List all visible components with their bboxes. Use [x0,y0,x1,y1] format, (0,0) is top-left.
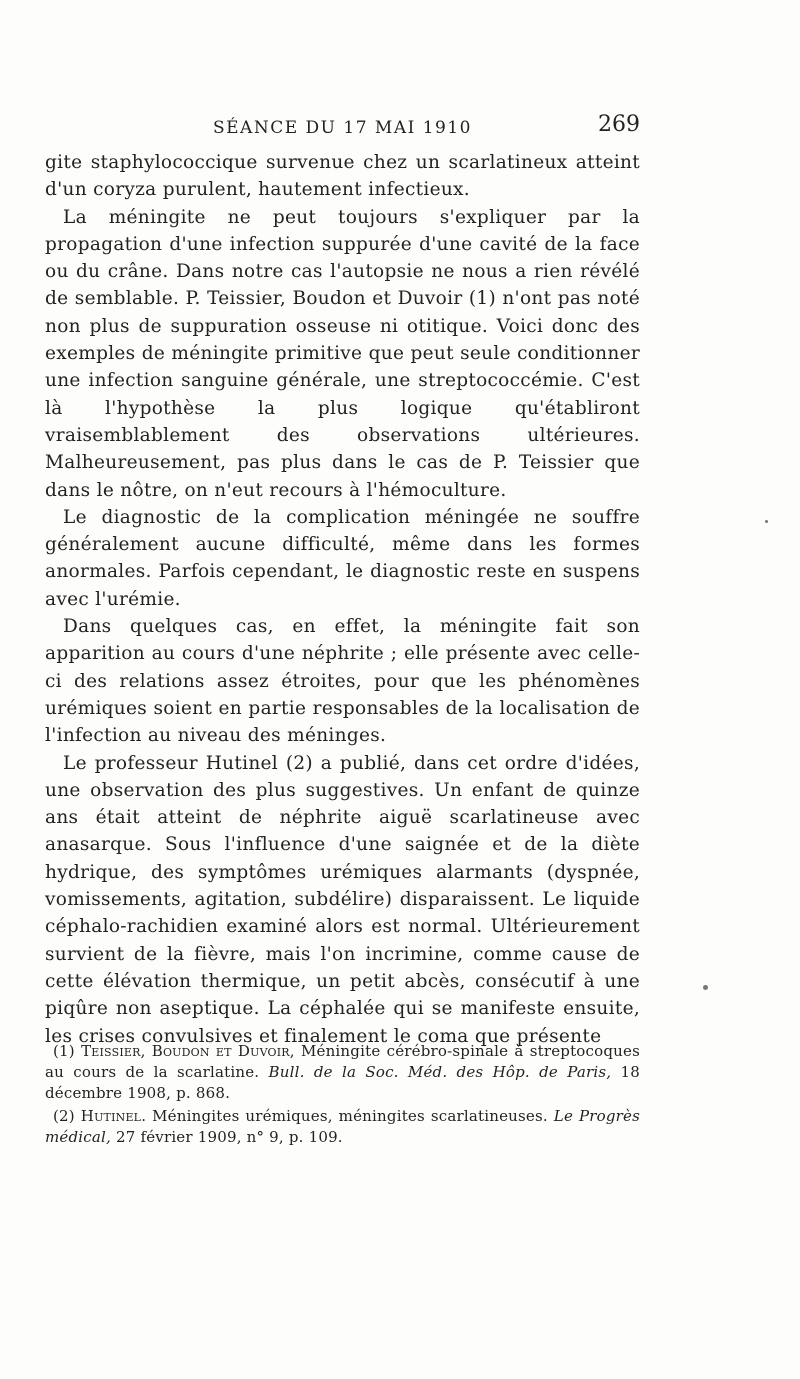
footnotes [45,1041,640,1148]
paragraph-hutinel: Le professeur Hutinel (2) a publié, dans cet ordre d'idées, une observation des plus suggestives. Un enfant de quinze ans était atteint de néphrite aiguë scarlatineuse avec anasarque. Sous l'influence d'une saignée et de la diète hydrique, des symptômes urémiques alarmants (dyspnée, vomissements, agitation, subdélire) disparaissent. Le liquide céphalo-rachidien examiné alors est normal. Ultérieurement survient de la fièvre, mais l'on incrimine, comme cause de cette élévation thermique, un petit abcès, consécutif à une piqûre non aseptique. La céphalée qui se manifeste ensuite, les crises convulsives et finalement le coma que présente [45,752,640,1047]
footnote-authors: Hutinel. [80,1107,147,1125]
paragraph-propagation: La méningite ne peut toujours s'expliquer par la propagation d'une infection suppurée d'une cavité de la face ou du crâne. Dans notre cas l'autopsie ne nous a rien révélé de semblable. P. Teissier, Boudon et Duvoir (1) n'ont pas noté non plus de suppuration osseuse ni otitique. Voici donc des exemples de méningite primitive que peut seule conditionner une infection sanguine générale, une streptococcémie. C'est là l'hypothèse la plus logique qu'établiront vraisemblablement des observations ultérieures. Malheureusement, pas plus dans le cas de P. Teissier que dans le nôtre, on n'eut recours à l'hémoculture. [45,206,640,501]
footnote-marker: (1) [53,1042,75,1060]
paragraph-nephrite: Dans quelques cas, en effet, la méningite fait son apparition au cours d'une néphrite ; elle présente avec celle-ci des relations assez étroites, pour que les phénomènes urémiques soient en partie responsables de la localisation de l'infection au niveau des méninges. [45,616,640,747]
footnote-details: 18 décembre 1908, p. 868. [45,1063,641,1102]
footnote-details: 27 février 1909, n° 9, p. 109. [115,1128,343,1146]
margin-speck [765,520,768,523]
footnote-2 [45,1106,640,1148]
page-number: 269 [598,112,640,137]
paragraph-continuation: gite staphylococcique survenue chez un scarlatineux atteint d'un coryza purulent, hautement infectieux. [45,152,640,201]
footnote-source: Bull. de la Soc. Méd. des Hôp. de Paris, [268,1063,612,1081]
footnote-source: Le Progrès médical, [45,1107,640,1146]
page-header [45,112,640,142]
footnote-title: Méningite cérébro-spinale à streptocoques au cours de la scarlatine. [45,1042,640,1081]
body-text [45,149,640,1050]
footnote-marker: (2) [53,1107,75,1125]
footnote-title: Méningites urémiques, méningites scarlatineuses. [152,1107,548,1125]
footnote-authors: Teissier, Boudon et Duvoir, [81,1042,295,1060]
margin-speck [703,985,708,990]
running-head: SÉANCE DU 17 MAI 1910 [213,118,472,138]
paragraph-diagnostic: Le diagnostic de la complication méningée ne souffre généralement aucune difficulté, même dans les formes anormales. Parfois cependant, le diagnostic reste en suspens avec l'urémie. [45,506,640,610]
footnote-1 [45,1041,640,1104]
